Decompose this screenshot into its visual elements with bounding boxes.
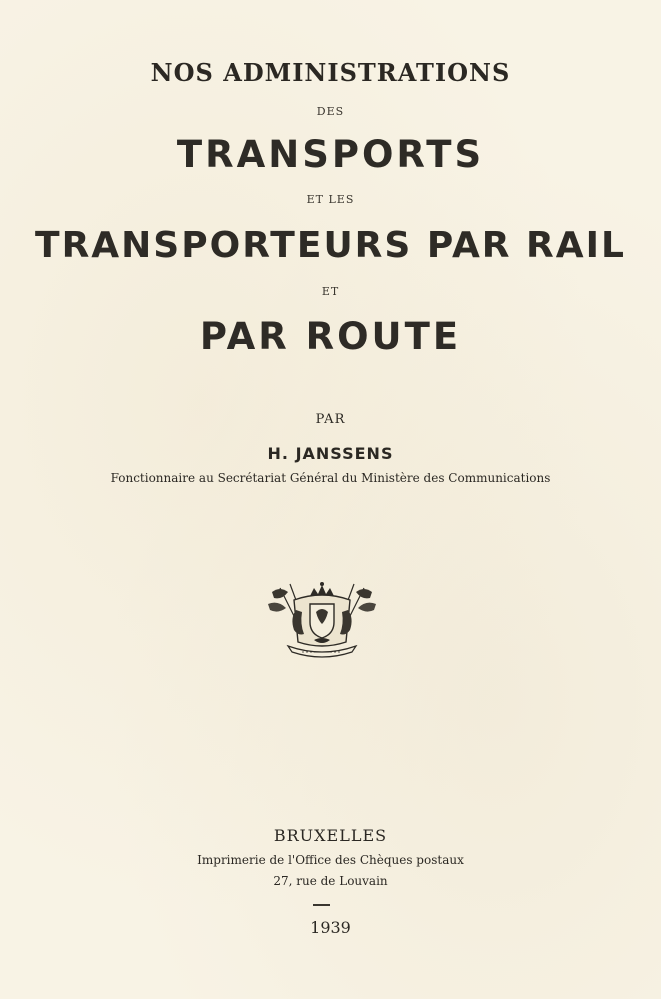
publication-city: BRUXELLES bbox=[273, 826, 388, 845]
author-name: H. JANSSENS bbox=[267, 444, 394, 463]
title-line-transporteurs: TRANSPORTEURS PAR RAIL bbox=[35, 225, 626, 266]
title-line-transports: TRANSPORTS bbox=[176, 133, 485, 176]
title-connector-et-les: ET LES bbox=[306, 193, 355, 206]
coat-of-arms-icon bbox=[266, 580, 378, 660]
title-line-1: NOS ADMINISTRATIONS bbox=[150, 58, 511, 87]
author-role: Fonctionnaire au Secrétariat Général du Ministère des Communications bbox=[110, 471, 551, 485]
printer-address: 27, rue de Louvain bbox=[273, 874, 388, 888]
divider-rule bbox=[313, 904, 330, 906]
title-connector-et: ET bbox=[321, 285, 340, 298]
title-connector-des: DES bbox=[316, 105, 345, 118]
publication-year: 1939 bbox=[310, 918, 351, 937]
printer-name: Imprimerie de l'Office des Chèques postaux bbox=[197, 853, 464, 867]
title-line-par-route: PAR ROUTE bbox=[199, 315, 462, 358]
by-label: PAR bbox=[315, 412, 346, 427]
